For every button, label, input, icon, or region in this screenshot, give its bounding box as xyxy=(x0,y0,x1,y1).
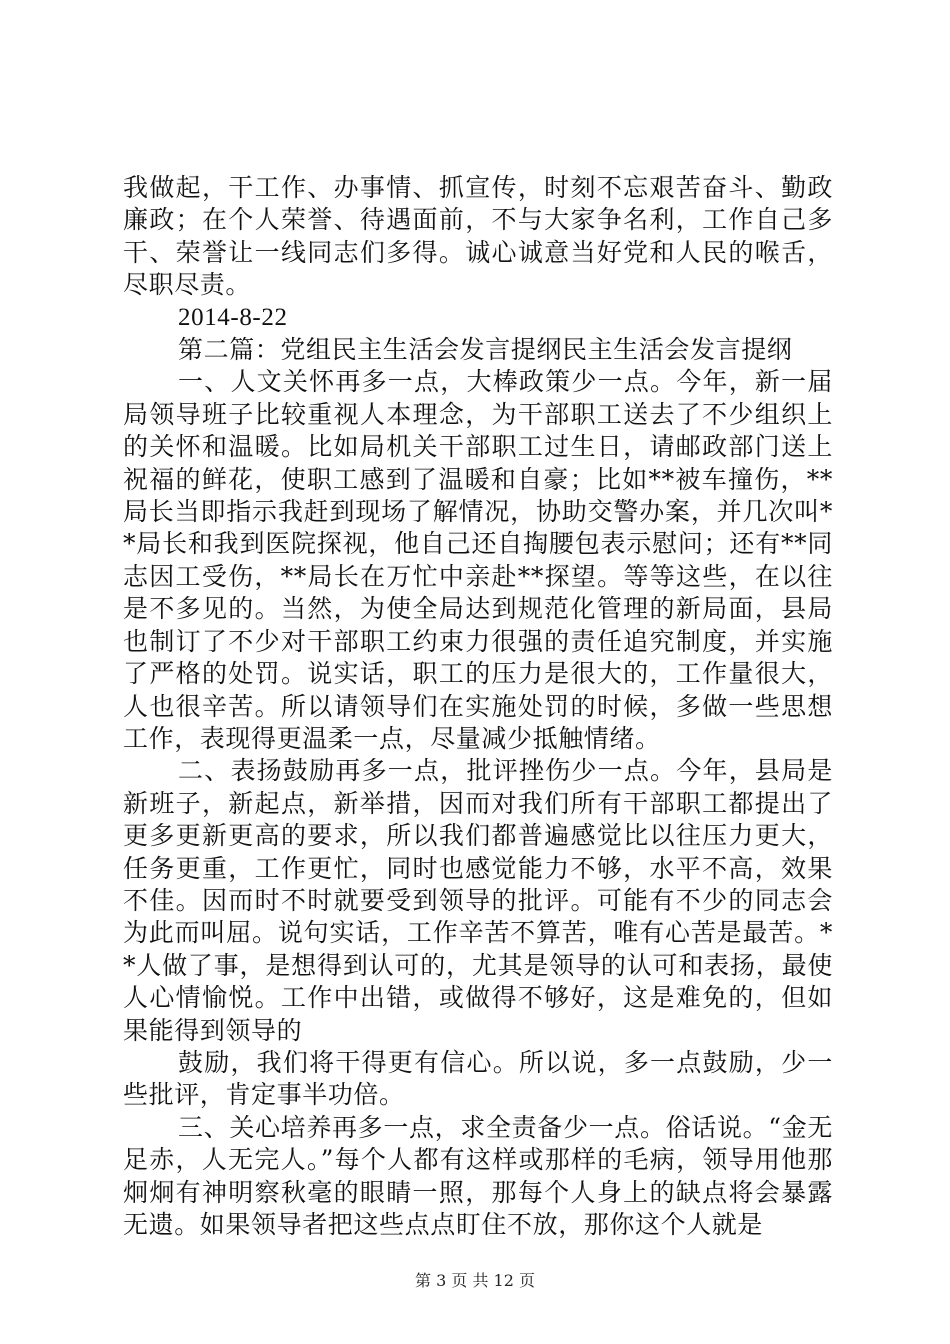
page-number-label: 第 3 页 共 12 页 xyxy=(415,1271,535,1290)
page-footer xyxy=(0,1268,950,1291)
document-body xyxy=(123,172,833,1241)
paragraph-point-1: 一、人文关怀再多一点，大棒政策少一点。今年，新一届局领导班子比较重视人本理念，为干部职工送去了不少组织上的关怀和温暖。比如局机关干部职工过生日，请邮政部门送上祝福的鲜花，使职工感到了温暖和自豪；比如**被车撞伤，**局长当即指示我赶到现场了解情况，协助交警办案，并几次叫**局长和我到医院探视，他自己还自掏腰包表示慰问；还有**同志因工受伤，**局长在万忙中亲赴**探望。等等这些，在以往是不多见的。当然，为使全局达到规范化管理的新局面，县局也制订了不少对干部职工约束力很强的责任追究制度，并实施了严格的处罚。说实话，职工的压力是很大的，工作量很大，人也很辛苦。所以请领导们在实施处罚的时候，多做一些思想工作，表现得更温柔一点，尽量减少抵触情绪。 xyxy=(123,367,833,753)
paragraph-continuation: 鼓励，我们将干得更有信心。所以说，多一点鼓励，少一些批评，肯定事半功倍。 xyxy=(123,1047,833,1110)
paragraph-point-2: 二、表扬鼓励再多一点，批评挫伤少一点。今年，县局是新班子，新起点，新举措，因而对我们所有干部职工都提出了更多更新更高的要求，所以我们都普遍感觉比以往压力更大，任务更重，工作更忙，同时也感觉能力不够，水平不高，效果不佳。因而时不时就要受到领导的批评。可能有不少的同志会为此而叫屈。说句实话，工作辛苦不算苦，唯有心苦是最苦。**人做了事，是想得到认可的，尤其是领导的认可和表扬，最使人心情愉悦。工作中出错，或做得不够好，这是难免的，但如果能得到领导的 xyxy=(123,756,833,1045)
date-line: 2014-8-22 xyxy=(178,303,288,331)
section-heading: 第二篇：党组民主生活会发言提纲民主生活会发言提纲 xyxy=(178,335,793,365)
paragraph-1: 我做起，干工作、办事情、抓宣传，时刻不忘艰苦奋斗、勤政廉政；在个人荣誉、待遇面前，不与大家争名利，工作自己多干、荣誉让一线同志们多得。诚心诚意当好党和人民的喉舌，尽职尽责。 xyxy=(123,173,833,300)
paragraph-point-3: 三、关心培养再多一点，求全责备少一点。俗话说。“金无足赤，人无完人。”每个人都有这样或那样的毛病，领导用他那炯炯有神明察秋毫的眼睛一照，那每个人身上的缺点将会暴露无遗。如果领导者把这些点点盯住不放，那你这个人就是 xyxy=(123,1112,833,1239)
